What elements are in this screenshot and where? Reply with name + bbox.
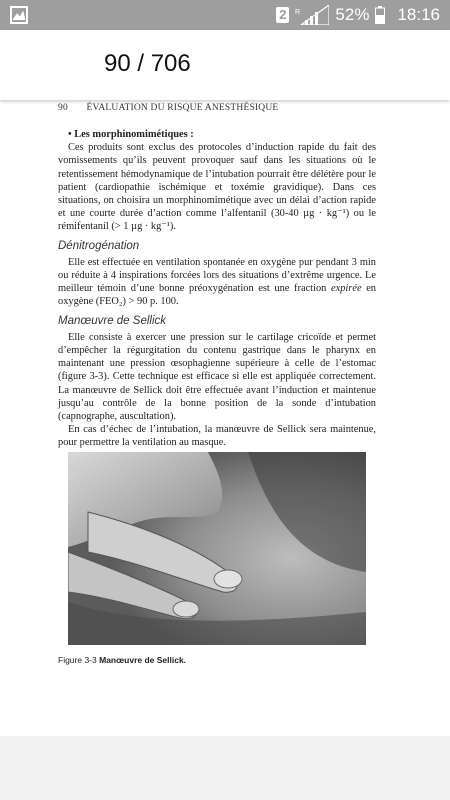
figure-caption-text: Manœuvre de Sellick. — [99, 655, 187, 665]
running-head-title: ÉVALUATION DU RISQUE ANESTHÉSIQUE — [86, 103, 279, 113]
figure-photo-sellick — [68, 452, 366, 645]
paragraph-morphinomimetiques: Ces produits sont exclus des protocoles d’induction rapide du fait des vomissements qu’ils peuvent provoquer sauf dans les situations où le retentissement hémodynamique de l’intubation pourrait être délétère pour le patient (cardiopathie ischémique et toxémie gravidique). Dans ces situations, on choisira un morphinomimétique avec un délai d’action rapide et une courte durée d’action comme l’alfentanil (30-40 µg · kg⁻¹) ou le rémifentanil (> 1 µg · kg⁻¹). — [58, 142, 376, 233]
sim-badge: 2 — [276, 7, 289, 23]
figure-caption — [58, 655, 186, 665]
page-counter: 90 / 706 — [104, 50, 191, 77]
status-bar — [0, 0, 450, 30]
paragraph-denitrogenation — [58, 256, 376, 309]
battery-icon — [375, 6, 385, 24]
section-heading-denitrogenation: Dénitrogénation — [58, 239, 140, 252]
running-head — [58, 103, 278, 113]
section-heading-morphinomimetiques: • Les morphinomimétiques : — [68, 129, 194, 140]
battery-percent: 52% — [335, 5, 370, 24]
paragraph-denitrogenation-italic: expirée — [330, 283, 362, 295]
paragraph-denitrogenation-part2: en oxygène (FEO₂) > 90 p. 100. — [58, 283, 376, 308]
document-page[interactable] — [0, 100, 450, 736]
page-content — [58, 128, 376, 450]
paragraph-sellick-1: Elle consiste à exercer une pression sur le cartilage cricoïde et permet d’empêcher la régurgitation du contenu gastrique dans le pharynx en maintenant une pression œsophagienne supérieure à celle de l’estomac (figure 3-3). Cette technique est efficace si elle est appliquée correctement. La manœuvre de Sellick doit être effectuée avant l’induction et maintenue jusqu’au contrôle de la bonne position de la sonde d’intubation (capnographe, auscultation). — [58, 331, 376, 423]
gallery-icon — [10, 6, 28, 24]
app-bar — [0, 30, 450, 100]
photo-illustration — [68, 452, 366, 645]
signal-icon — [295, 5, 329, 25]
paragraph-denitrogenation-part1: Elle est effectuée en ventilation spontanée en oxygène pur pendant 3 min ou réduite à 4 inspirations forcées lors des situations d’extrême urgence. Le meilleur témoin d’une bonne préoxygénation est une fraction — [58, 256, 376, 295]
page-number: 90 — [58, 103, 68, 113]
svg-text:R: R — [295, 9, 301, 16]
figure-label: Figure 3-3 — [58, 655, 97, 665]
section-heading-sellick: Manœuvre de Sellick — [58, 314, 167, 327]
paragraph-sellick-2: En cas d’échec de l’intubation, la manœuvre de Sellick sera maintenue, pour permettre la ventilation au masque. — [58, 424, 376, 449]
clock: 18:16 — [397, 5, 440, 24]
